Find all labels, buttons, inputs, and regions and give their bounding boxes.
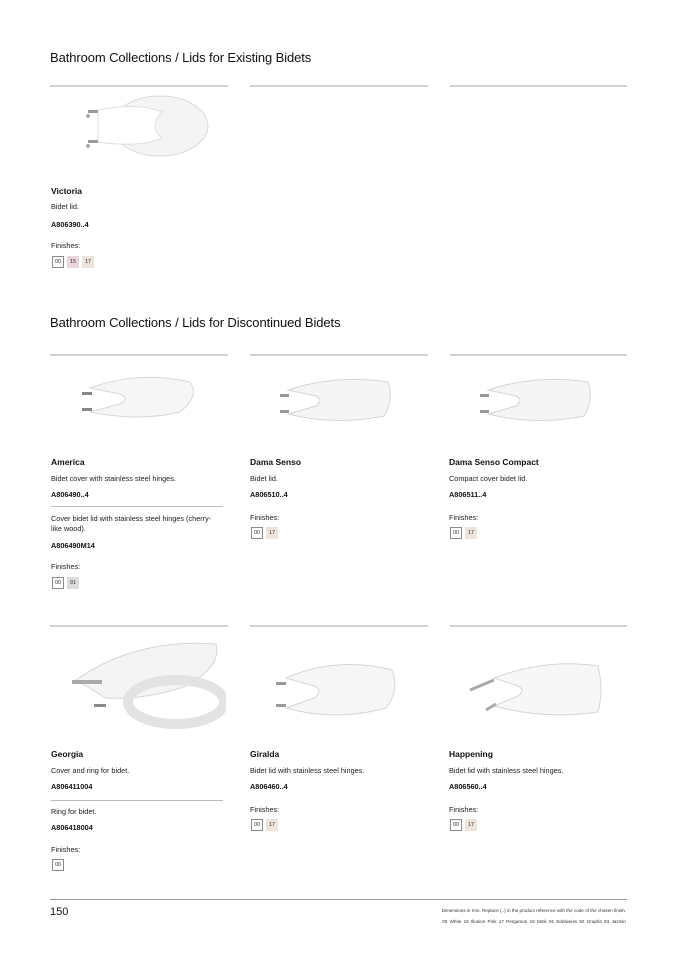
- product-desc-giralda: Bidet lid with stainless steel hinges.: [250, 766, 365, 775]
- product-ref-georgia: A806411004: [51, 782, 93, 791]
- column-rule: [250, 85, 428, 87]
- finishes-label-happening: Finishes:: [449, 805, 479, 814]
- finish-swatch-00: 00: [251, 819, 263, 831]
- product-ref-dama-senso-compact: A806511..4: [449, 490, 487, 499]
- finishes-label-georgia: Finishes:: [51, 845, 81, 854]
- page-number: 150: [50, 906, 69, 918]
- product-desc2-georgia: Ring for bidet.: [51, 807, 97, 816]
- finish-swatch-17: 17: [465, 819, 477, 831]
- product-ref-dama-senso: A806510..4: [250, 490, 288, 499]
- footer-finish-codes: 00 White 15 Illusion Pink 17 Pergamon 19 Mink 91 Edelweiss 92 Graphit 93 Jazmin: [442, 919, 626, 924]
- variant-divider: [51, 506, 223, 507]
- finish-swatch-00: 00: [450, 527, 462, 539]
- giralda-lid-image: [272, 656, 404, 726]
- finish-swatch-00: 00: [251, 527, 263, 539]
- column-rule: [450, 85, 627, 87]
- column-rule: [50, 85, 228, 87]
- product-name-happening: Happening: [449, 749, 493, 759]
- finish-swatches-dama-senso: [251, 527, 278, 539]
- column-rule: [450, 354, 627, 356]
- product-desc-victoria: Bidet lid.: [51, 202, 79, 211]
- finish-swatch-00: 00: [52, 256, 64, 268]
- dama-senso-lid-image: [276, 370, 406, 430]
- column-rule: [50, 625, 228, 627]
- product-ref-america: A806490..4: [51, 490, 89, 499]
- product-name-victoria: Victoria: [51, 186, 83, 196]
- product-name-dama-senso: Dama Senso: [250, 457, 302, 467]
- column-rule: [250, 625, 428, 627]
- product-name-giralda: Giralda: [250, 749, 280, 759]
- product-ref2-georgia: A806418004: [51, 823, 93, 832]
- section-title-discontinued: Bathroom Collections / Lids for Discontinued Bidets: [50, 315, 341, 330]
- product-desc-dama-senso-compact: Compact cover bidet lid.: [449, 474, 528, 483]
- finish-swatch-17: 17: [82, 256, 94, 268]
- finish-swatch-17: 17: [266, 527, 278, 539]
- finish-swatches-happening: [450, 819, 477, 831]
- product-desc2-america: Cover bidet lid with stainless steel hinges (cherry-like wood).: [51, 514, 212, 533]
- america-lid-image: [80, 368, 210, 428]
- victoria-lid-image: [80, 92, 210, 167]
- dama-senso-compact-lid-image: [476, 370, 606, 430]
- finish-swatches-america: [52, 577, 79, 589]
- product-desc-dama-senso: Bidet lid.: [250, 474, 278, 483]
- finishes-label-dama-senso-compact: Finishes:: [449, 513, 479, 522]
- product-name-america: America: [51, 457, 85, 467]
- finish-swatch-00: 00: [52, 577, 64, 589]
- product-ref2-america: A806490M14: [51, 541, 95, 550]
- footer-rule: [50, 899, 627, 900]
- variant-divider: [51, 800, 223, 801]
- finish-swatch-00: 00: [52, 859, 64, 871]
- section-title-existing: Bathroom Collections / Lids for Existing Bidets: [50, 50, 312, 65]
- finish-swatch-91: 91: [67, 577, 79, 589]
- product-name-georgia: Georgia: [51, 749, 84, 759]
- finish-swatches-georgia: [52, 859, 64, 871]
- product-desc-america: Bidet cover with stainless steel hinges.: [51, 474, 176, 483]
- product-ref-giralda: A806460..4: [250, 782, 288, 791]
- product-desc-happening: Bidet lid with stainless steel hinges.: [449, 766, 564, 775]
- product-ref-victoria: A806390..4: [51, 220, 89, 229]
- column-rule: [250, 354, 428, 356]
- finishes-label-victoria: Finishes:: [51, 241, 81, 250]
- finish-swatches-dama-senso-compact: [450, 527, 477, 539]
- finish-swatches-victoria: [52, 256, 94, 268]
- finishes-label-america: Finishes:: [51, 562, 81, 571]
- product-name-dama-senso-compact: Dama Senso Compact: [449, 457, 539, 467]
- finish-swatch-15: 15: [67, 256, 79, 268]
- finish-swatch-00: 00: [450, 819, 462, 831]
- product-desc-georgia: Cover and ring for bidet.: [51, 766, 130, 775]
- finishes-label-giralda: Finishes:: [250, 805, 280, 814]
- product-ref-happening: A806560..4: [449, 782, 487, 791]
- finish-swatches-giralda: [251, 819, 278, 831]
- finishes-label-dama-senso: Finishes:: [250, 513, 280, 522]
- georgia-cover-ring-image: [66, 636, 226, 736]
- column-rule: [450, 625, 627, 627]
- happening-lid-image: [466, 656, 606, 726]
- column-rule: [50, 354, 228, 356]
- footer-note: Dimensions in mm. Replace (..) in the product reference with the code of the chosen finish.: [441, 908, 626, 913]
- finish-swatch-17: 17: [465, 527, 477, 539]
- finish-swatch-17: 17: [266, 819, 278, 831]
